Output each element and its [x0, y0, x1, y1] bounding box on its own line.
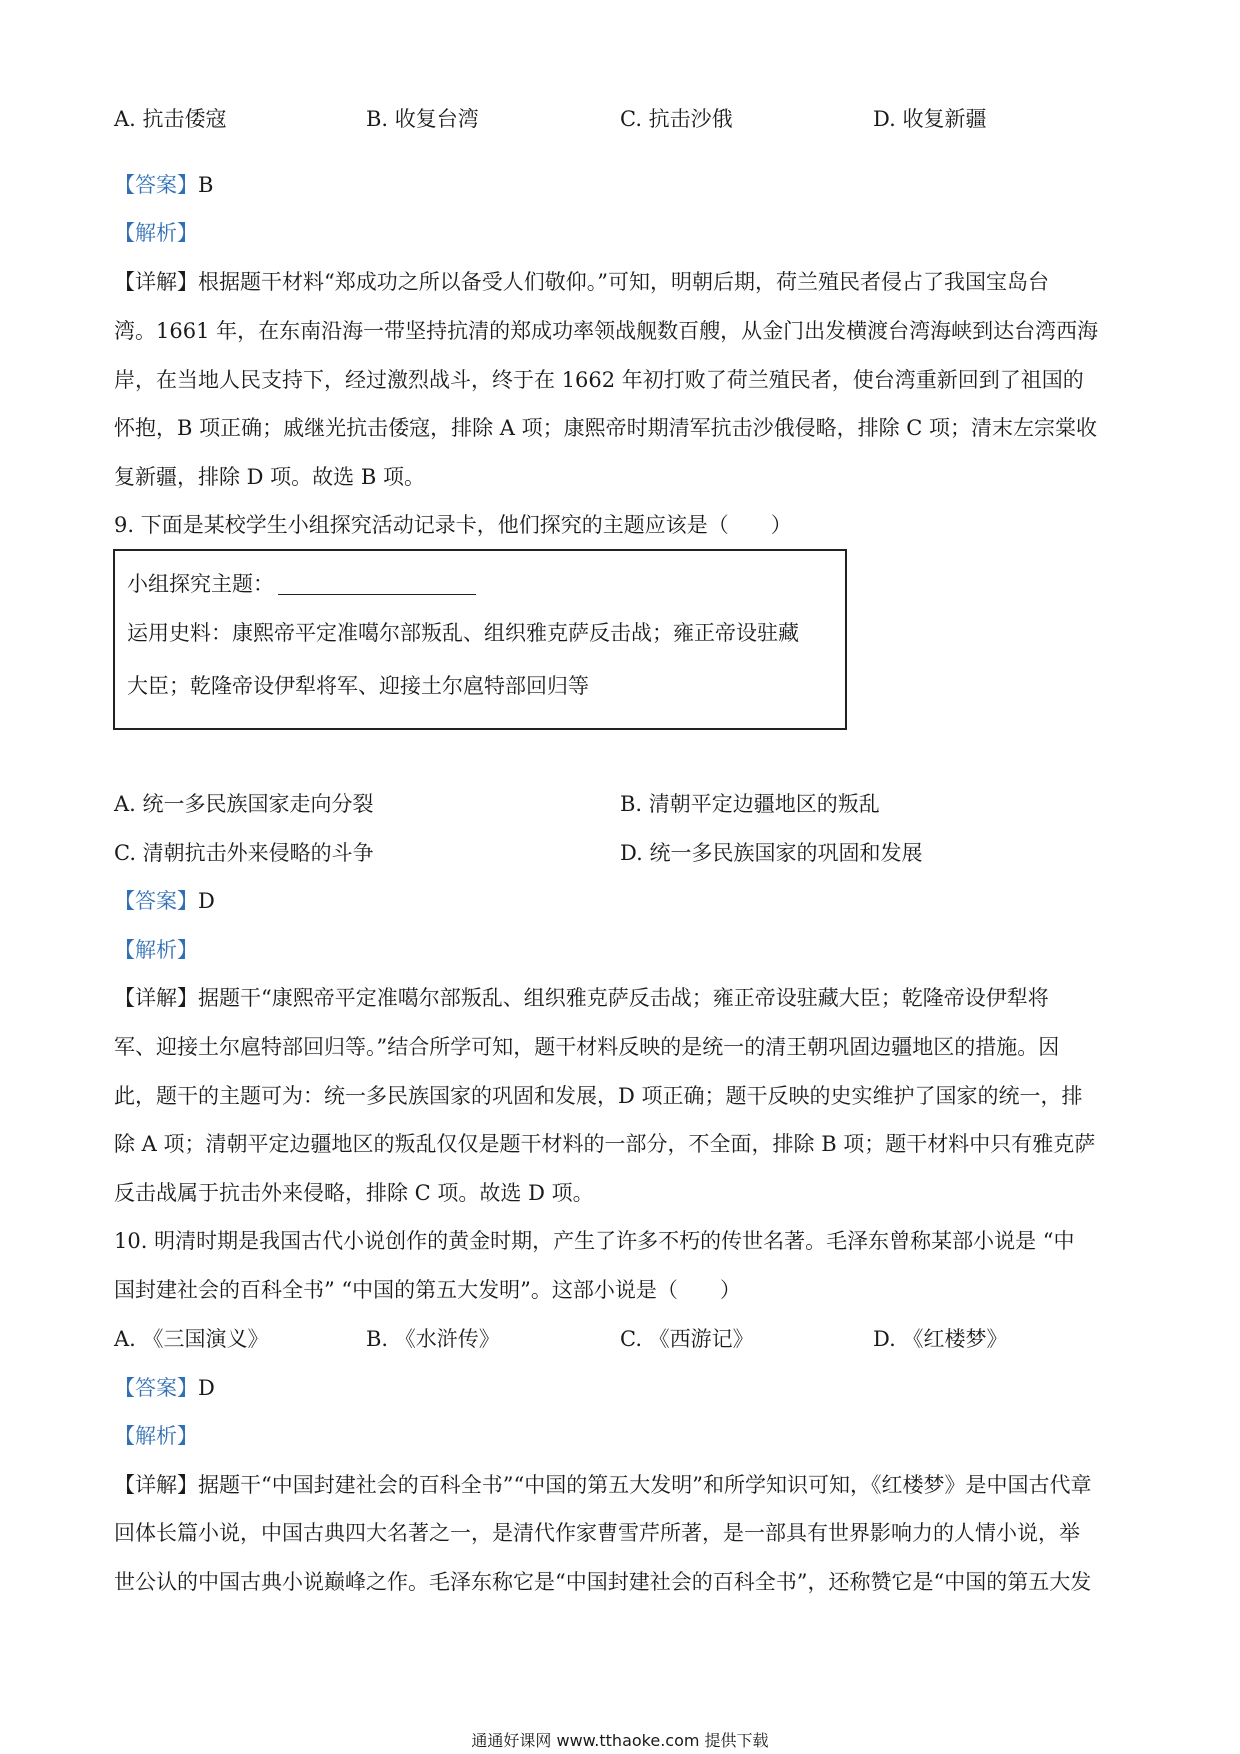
q9-option-b: B. 清朝平定边疆地区的叛乱 — [620, 792, 880, 816]
q10-option-c: C. 《西游记》 — [620, 1327, 754, 1351]
q8-option-c: C. 抗击沙俄 — [620, 107, 733, 131]
material-line: 大臣；乾隆帝设伊犁将军、迎接土尔扈特部回归等 — [127, 674, 589, 698]
q8-detail-line: 湾。1661 年，在东南沿海一带坚持抗清的郑成功率领战舰数百艘，从金门出发横渡台湾海峡到达台湾西海 — [114, 319, 1099, 343]
q10-stem: 国封建社会的百科全书” “中国的第五大发明”。这部小说是（ ） — [114, 1278, 741, 1302]
q9-stem: 9. 下面是某校学生小组探究活动记录卡，他们探究的主题应该是（ ） — [114, 513, 792, 537]
q10-option-d: D. 《红楼梦》 — [873, 1327, 1008, 1351]
q8-option-b: B. 收复台湾 — [366, 107, 479, 131]
q10-detail-line: 【详解】据题干“中国封建社会的百科全书”“中国的第五大发明”和所学知识可知，《红楼梦》是中国古代章 — [114, 1473, 1092, 1497]
q9-detail-line: 反击战属于抗击外来侵略，排除 C 项。故选 D 项。 — [114, 1181, 594, 1205]
answer-value: B — [198, 173, 214, 197]
q8-option-d: D. 收复新疆 — [873, 107, 987, 131]
q9-analysis-heading: 【解析】 — [114, 938, 198, 962]
q9-option-a: A. 统一多民族国家走向分裂 — [114, 792, 374, 816]
q9-answer: 【答案】D — [114, 889, 215, 913]
q10-option-a: A. 《三国演义》 — [114, 1327, 269, 1351]
q9-option-c: C. 清朝抗击外来侵略的斗争 — [114, 841, 374, 865]
page-footer: 通通好课网 www.tthaoke.com 提供下载 — [471, 1731, 769, 1750]
q8-detail-line: 复新疆，排除 D 项。故选 B 项。 — [114, 465, 425, 489]
q9-detail-line: 此，题干的主题可为：统一多民族国家的巩固和发展，D 项正确；题干反映的史实维护了国家的统一，排 — [114, 1084, 1083, 1108]
q10-detail-line: 世公认的中国古典小说巅峰之作。毛泽东称它是“中国封建社会的百科全书”，还称赞它是“中国的第五大发 — [114, 1570, 1092, 1594]
q9-option-d: D. 统一多民族国家的巩固和发展 — [620, 841, 923, 865]
q8-detail-line: 怀抱，B 项正确；戚继光抗击倭寇，排除 A 项；康熙帝时期清军抗击沙俄侵略，排除 C 项；清末左宗棠收 — [114, 416, 1098, 440]
q10-option-b: B. 《水浒传》 — [366, 1327, 500, 1351]
q10-analysis-heading: 【解析】 — [114, 1424, 198, 1448]
answer-blank — [278, 574, 476, 595]
q8-analysis-heading: 【解析】 — [114, 221, 198, 245]
q9-detail-line: 除 A 项；清朝平定边疆地区的叛乱仅仅是题干材料的一部分，不全面，排除 B 项；题干材料中只有雅克萨 — [114, 1132, 1096, 1156]
q10-stem: 10. 明清时期是我国古代小说创作的黄金时期，产生了许多不朽的传世名著。毛泽东曾称某部小说是 “中 — [114, 1229, 1075, 1253]
q10-answer: 【答案】D — [114, 1376, 215, 1400]
q8-detail-line: 【详解】根据题干材料“郑成功之所以备受人们敬仰。”可知，明朝后期，荷兰殖民者侵占了我国宝岛台 — [114, 270, 1049, 294]
material-line: 运用史料：康熙帝平定准噶尔部叛乱、组织雅克萨反击战；雍正帝设驻藏 — [127, 621, 799, 645]
q9-detail-line: 【详解】据题干“康熙帝平定准噶尔部叛乱、组织雅克萨反击战；雍正帝设驻藏大臣；乾隆帝设伊犁将 — [114, 986, 1049, 1010]
q9-record-card — [113, 549, 847, 730]
topic-label: 小组探究主题： — [127, 572, 476, 596]
q8-option-a: A. 抗击倭寇 — [114, 107, 227, 131]
q8-answer — [114, 173, 213, 197]
answer-tag: 【答案】 — [114, 173, 198, 197]
q8-detail-line: 岸，在当地人民支持下，经过激烈战斗，终于在 1662 年初打败了荷兰殖民者，使台湾重新回到了祖国的 — [114, 368, 1084, 392]
q10-detail-line: 回体长篇小说，中国古典四大名著之一，是清代作家曹雪芹所著，是一部具有世界影响力的人情小说，举 — [114, 1521, 1080, 1545]
q9-detail-line: 军、迎接土尔扈特部回归等。”结合所学可知，题干材料反映的是统一的清王朝巩固边疆地区的措施。因 — [114, 1035, 1060, 1059]
